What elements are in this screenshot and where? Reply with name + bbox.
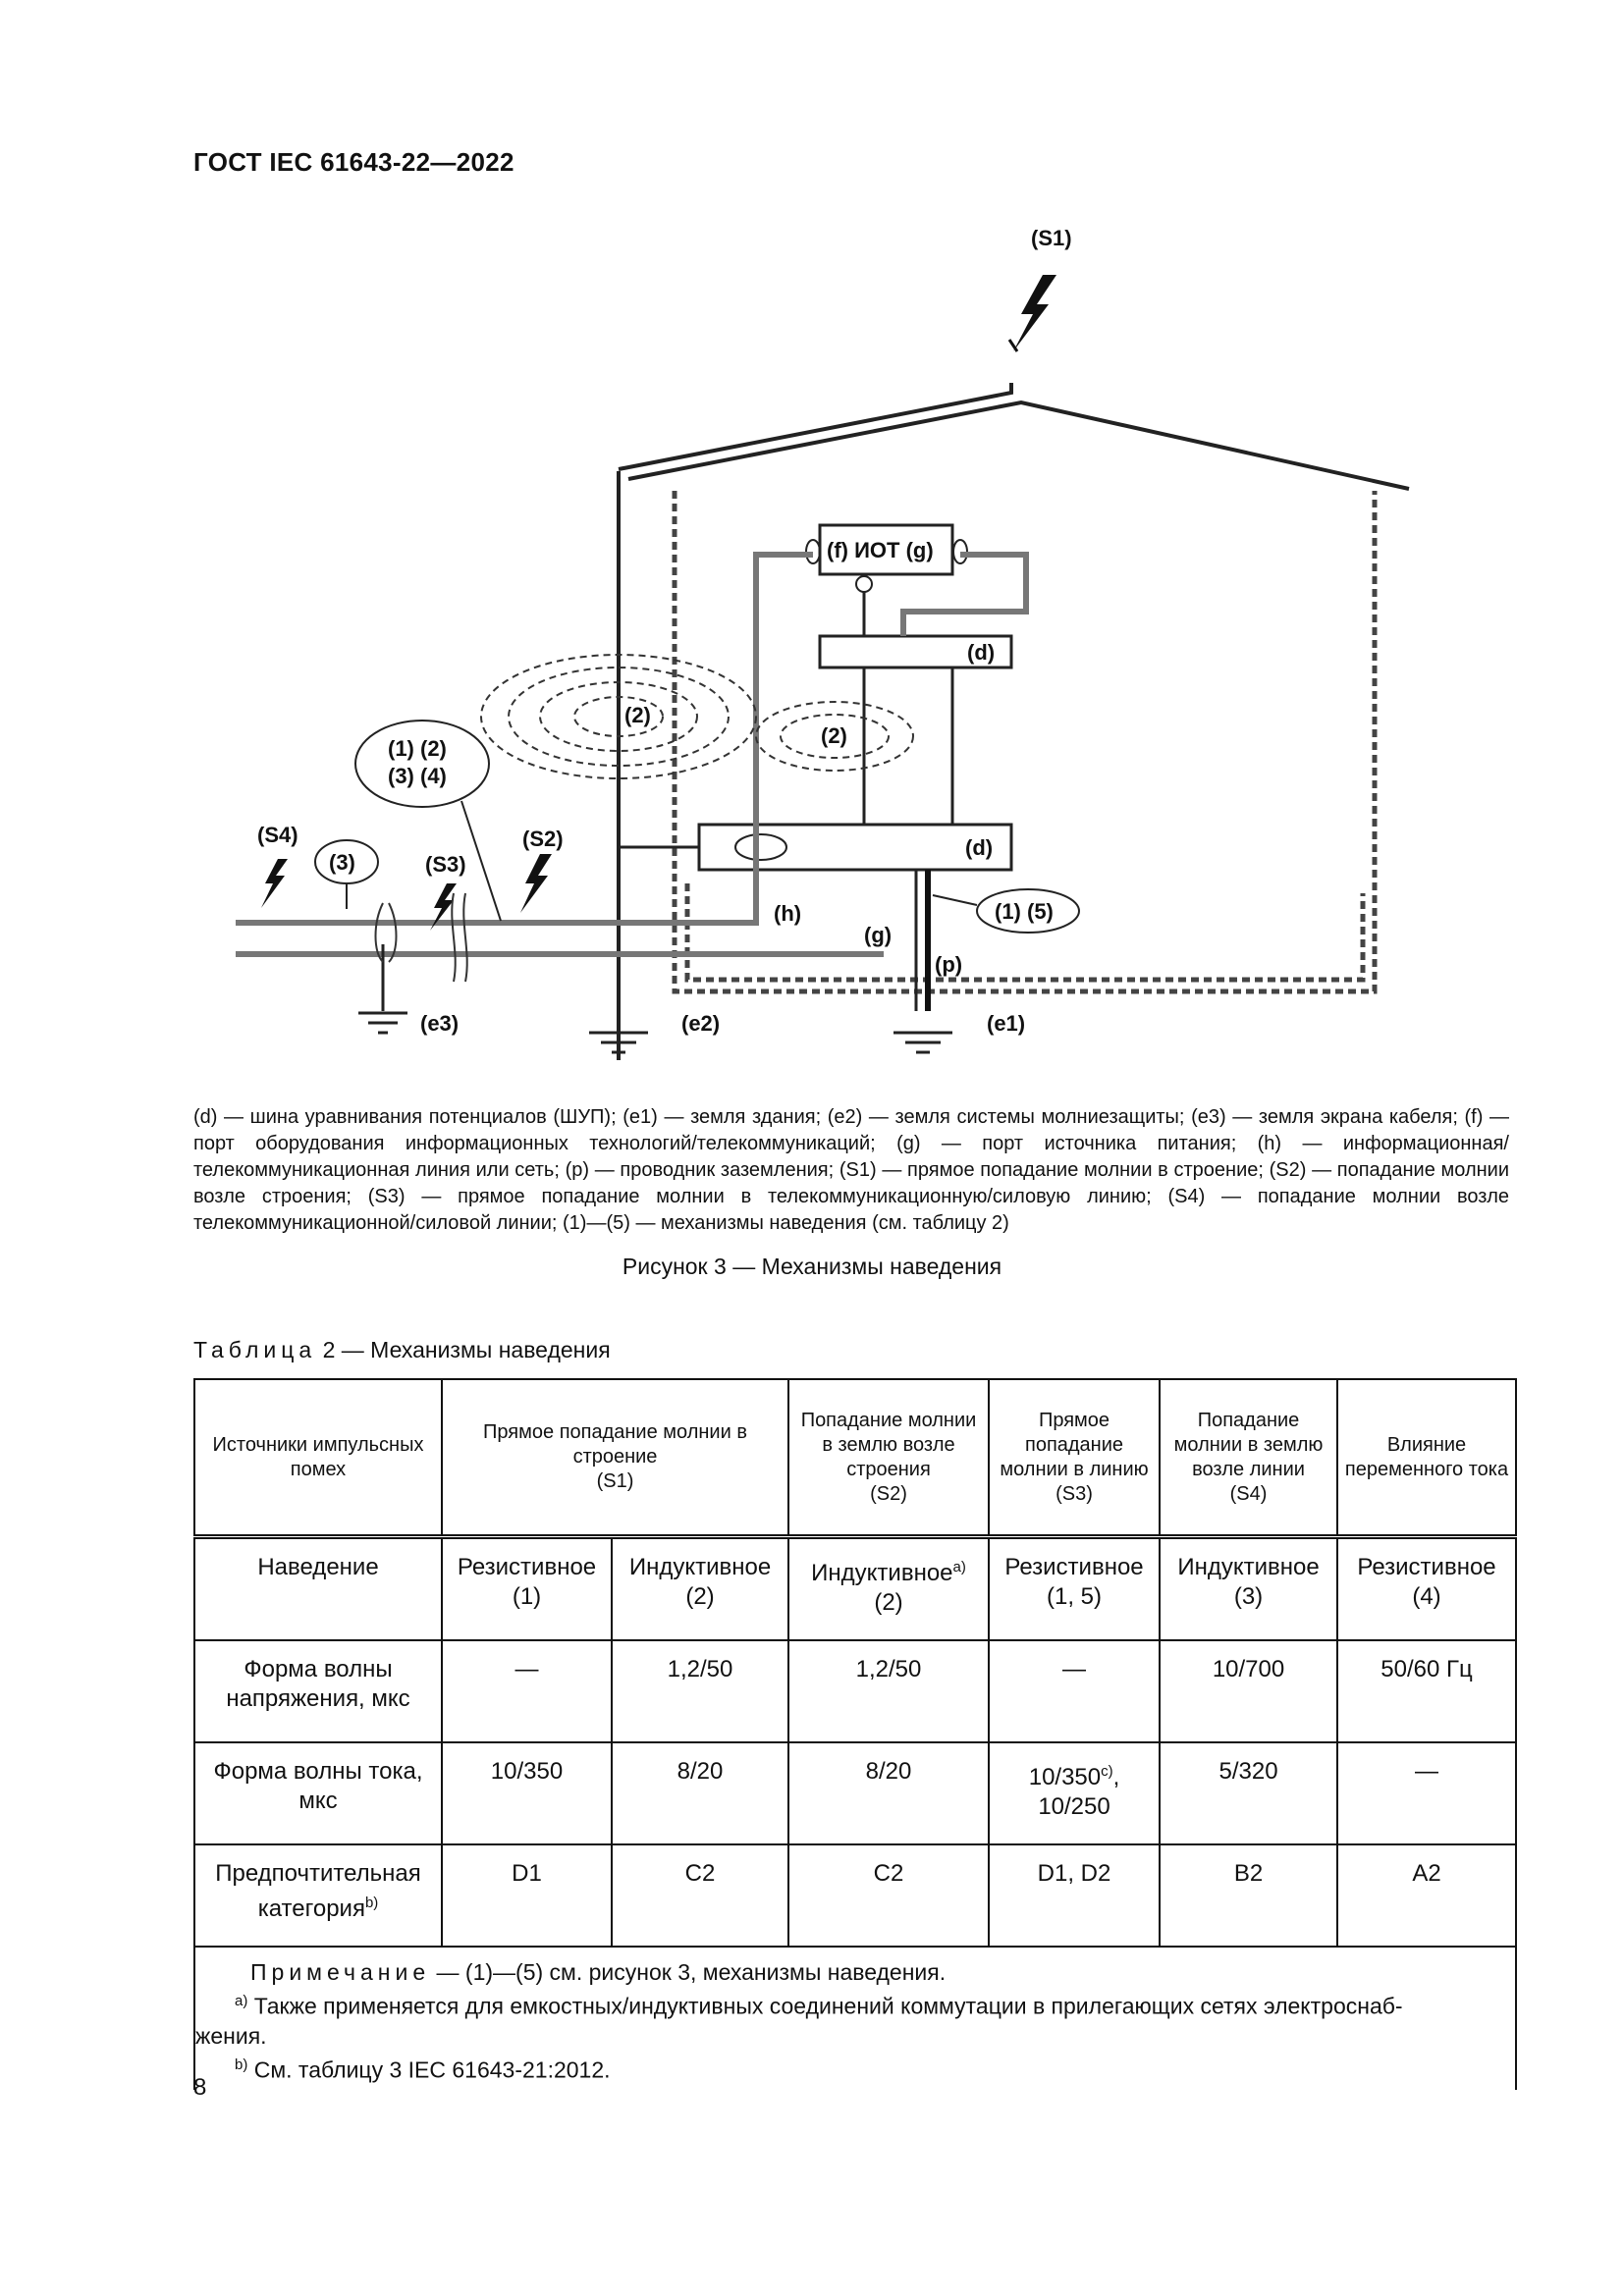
document-header: ГОСТ IEC 61643-22—2022	[193, 147, 514, 177]
header-s4: Попадание молнии в землю возле линии (S4)	[1160, 1379, 1337, 1537]
cell: 8/20	[788, 1742, 989, 1844]
table-title	[193, 1337, 611, 1363]
label-s3: (S3)	[425, 852, 466, 877]
cell: D1, D2	[989, 1844, 1160, 1947]
header-s1: Прямое попадание молнии в строение (S1)	[442, 1379, 788, 1537]
cell: —	[1337, 1742, 1516, 1844]
row-label-current: Форма волны тока, мкс	[194, 1742, 442, 1844]
cell: Индуктивное (2)	[612, 1537, 788, 1641]
header-sources: Источники импульсных помех	[194, 1379, 442, 1537]
table-row-current	[194, 1742, 1516, 1844]
label-d-lower: (d)	[965, 835, 994, 860]
label-e2: (e2)	[681, 1011, 721, 1036]
label-wave2-left: (2)	[624, 703, 651, 727]
row-label-category: Предпочтительная категория$^{b)}$	[194, 1844, 442, 1947]
cell: —	[989, 1640, 1160, 1742]
cell: Индуктивное$^{a)}$ (2)	[788, 1537, 989, 1641]
label-iot: (f) ИОТ (g)	[827, 538, 934, 562]
label-d-upper: (d)	[967, 640, 996, 665]
row-label-induction: Наведение	[194, 1537, 442, 1641]
cell: B2	[1160, 1844, 1337, 1947]
cell: 1,2/50	[612, 1640, 788, 1742]
page-number: 8	[193, 2074, 207, 2101]
label-g: (g)	[864, 923, 893, 947]
label-mech-1234-a: (1) (2)	[388, 736, 447, 761]
label-s4: (S4)	[257, 823, 298, 847]
table-header-row	[194, 1379, 1516, 1537]
table-note: Примечание — (1)—(5) см. рисунок 3, механизмы наведения. $^{a)}$ Также применяется для емкостных/индуктивных соединений коммутации в прилегающих сетях электроснаб- жения. $^{b)}$ См. таблицу 3 IEC 61643-21:2012.	[194, 1947, 1516, 2090]
cell: 1,2/50	[788, 1640, 989, 1742]
label-mech-15: (1) (5)	[995, 899, 1054, 924]
label-p: (p)	[935, 952, 963, 977]
label-s2: (S2)	[522, 827, 564, 851]
building-roof	[619, 383, 1409, 1060]
table-row-category	[194, 1844, 1516, 1947]
figure-caption: Рисунок 3 — Механизмы наведения	[622, 1254, 1002, 1279]
label-e1: (e1)	[987, 1011, 1026, 1036]
figure-diagram	[196, 206, 1434, 1080]
header-ac: Влияние переменного тока	[1337, 1379, 1516, 1537]
table-row-induction	[194, 1537, 1516, 1641]
table-title-spaced: Таблица	[193, 1337, 317, 1362]
table-title-rest: 2 — Механизмы наведения	[316, 1337, 611, 1362]
induction-mechanisms-figure	[196, 206, 1434, 1080]
label-s1: (S1)	[1031, 226, 1072, 250]
cell: 10/350$^{c)}$, 10/250	[989, 1742, 1160, 1844]
row-label-voltage: Форма волны напряжения, мкс	[194, 1640, 442, 1742]
cell: 50/60 Гц	[1337, 1640, 1516, 1742]
table-note-row	[194, 1947, 1516, 2090]
label-mech-3: (3)	[329, 850, 355, 875]
cell: C2	[788, 1844, 989, 1947]
lightning-s2-icon	[520, 854, 552, 913]
cell: D1	[442, 1844, 612, 1947]
label-e3: (e3)	[420, 1011, 460, 1036]
header-s2: Попадание молнии в землю возле строения (S2)	[788, 1379, 989, 1537]
cell: Резистивное (1)	[442, 1537, 612, 1641]
cell: 5/320	[1160, 1742, 1337, 1844]
label-mech-1234-b: (3) (4)	[388, 764, 447, 788]
header-s3: Прямое попадание молнии в линию (S3)	[989, 1379, 1160, 1537]
label-wave2-right: (2)	[821, 723, 847, 748]
lightning-s1-icon	[1009, 275, 1056, 351]
lightning-s4-icon	[261, 859, 288, 908]
cell: 8/20	[612, 1742, 788, 1844]
figure-legend: (d) — шина уравнивания потенциалов (ШУП); (e1) — земля здания; (e2) — земля системы молниезащиты; (e3) — земля экрана кабеля; (f) — порт оборудования информационных технологий/телекоммуникаций; (g) — порт источника питания; (h) — информационная/телекоммуникационная линия или сеть; (p) — проводник заземления; (S1) — прямое попадание молнии в строение; (S2) — попадание молнии возле строения; (S3) — прямое попадание молнии в телекоммуникационную/силовую линию; (S4) — попадание молнии возле телекоммуникационной/силовой линии; (1)—(5) — механизмы наведения (см. таблицу 2)	[193, 1106, 1509, 1234]
cell: 10/700	[1160, 1640, 1337, 1742]
cell: —	[442, 1640, 612, 1742]
table-row-voltage	[194, 1640, 1516, 1742]
telecom-line-h	[236, 555, 1026, 954]
cell: C2	[612, 1844, 788, 1947]
induction-table	[193, 1378, 1515, 2090]
cell: 10/350	[442, 1742, 612, 1844]
cell: Индуктивное (3)	[1160, 1537, 1337, 1641]
cell: Резистивное (1, 5)	[989, 1537, 1160, 1641]
cell: A2	[1337, 1844, 1516, 1947]
cell: Резистивное (4)	[1337, 1537, 1516, 1641]
label-h: (h)	[774, 901, 802, 926]
